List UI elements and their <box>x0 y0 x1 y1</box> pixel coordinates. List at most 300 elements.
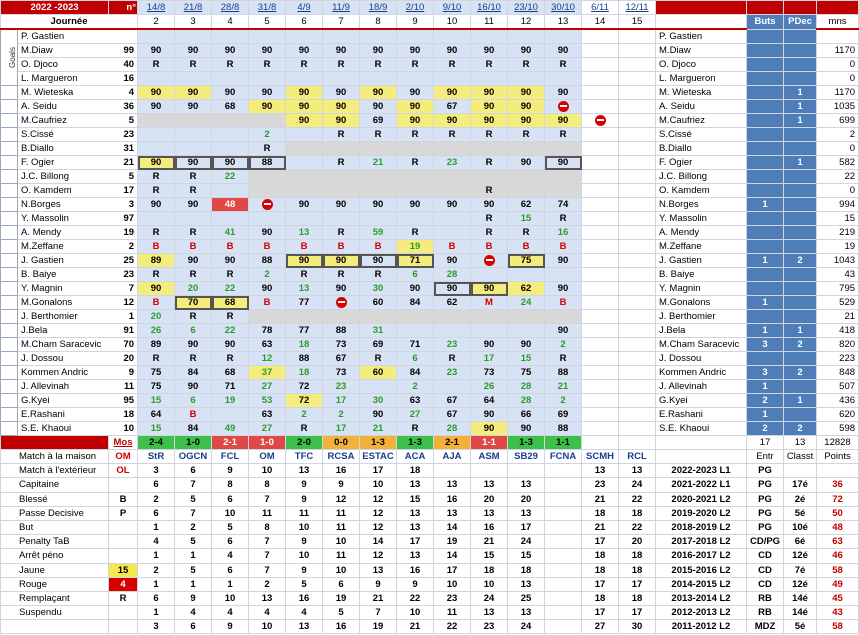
minutes-cell[interactable]: B <box>508 240 545 254</box>
minutes-cell[interactable] <box>619 156 656 170</box>
minutes-cell[interactable] <box>286 170 323 184</box>
minutes-cell[interactable]: R <box>212 58 249 72</box>
minutes-cell[interactable]: R <box>138 226 175 240</box>
minutes-cell[interactable]: R <box>323 268 360 282</box>
minutes-cell[interactable]: 23 <box>323 380 360 394</box>
minutes-cell[interactable] <box>508 29 545 44</box>
minutes-cell[interactable] <box>619 44 656 58</box>
player-name[interactable]: Y. Massolin <box>18 212 109 226</box>
minutes-cell[interactable]: R <box>212 268 249 282</box>
minutes-cell[interactable] <box>286 128 323 142</box>
minutes-cell[interactable] <box>619 142 656 156</box>
minutes-cell[interactable]: B <box>323 240 360 254</box>
minutes-cell[interactable]: B <box>175 240 212 254</box>
minutes-cell[interactable] <box>582 380 619 394</box>
minutes-cell[interactable] <box>508 324 545 338</box>
minutes-cell[interactable] <box>323 212 360 226</box>
minutes-cell[interactable] <box>619 128 656 142</box>
minutes-cell[interactable] <box>138 72 175 86</box>
minutes-cell[interactable] <box>360 170 397 184</box>
minutes-cell[interactable] <box>582 170 619 184</box>
match-score[interactable]: 2-0 <box>286 436 323 450</box>
minutes-cell[interactable] <box>471 72 508 86</box>
minutes-cell[interactable]: B <box>175 408 212 422</box>
minutes-cell[interactable] <box>582 352 619 366</box>
minutes-cell[interactable] <box>545 100 582 114</box>
match-date[interactable]: 30/10 <box>545 1 582 15</box>
minutes-cell[interactable]: 90 <box>434 254 471 268</box>
minutes-cell[interactable]: R <box>545 128 582 142</box>
minutes-cell[interactable] <box>434 380 471 394</box>
minutes-cell[interactable] <box>582 338 619 352</box>
minutes-cell[interactable]: R <box>397 226 434 240</box>
minutes-cell[interactable]: 90 <box>175 100 212 114</box>
minutes-cell[interactable] <box>175 29 212 44</box>
player-name[interactable]: M.Diaw <box>18 44 109 58</box>
minutes-cell[interactable] <box>323 142 360 156</box>
minutes-cell[interactable] <box>582 100 619 114</box>
minutes-cell[interactable] <box>323 72 360 86</box>
match-score[interactable]: 2-1 <box>434 436 471 450</box>
minutes-cell[interactable]: 6 <box>397 352 434 366</box>
minutes-cell[interactable]: 90 <box>286 86 323 100</box>
minutes-cell[interactable] <box>545 310 582 324</box>
minutes-cell[interactable]: B <box>286 240 323 254</box>
minutes-cell[interactable]: R <box>175 268 212 282</box>
minutes-cell[interactable] <box>360 142 397 156</box>
opponent-label[interactable]: ACA <box>397 450 434 464</box>
minutes-cell[interactable]: B <box>212 240 249 254</box>
minutes-cell[interactable]: 69 <box>360 338 397 352</box>
minutes-cell[interactable]: 88 <box>249 254 286 268</box>
minutes-cell[interactable] <box>138 142 175 156</box>
minutes-cell[interactable]: 23 <box>434 338 471 352</box>
minutes-cell[interactable] <box>619 310 656 324</box>
minutes-cell[interactable]: R <box>175 226 212 240</box>
minutes-cell[interactable]: 17 <box>471 352 508 366</box>
minutes-cell[interactable]: R <box>545 58 582 72</box>
player-name[interactable]: G.Kyei <box>18 394 109 408</box>
minutes-cell[interactable]: 90 <box>249 226 286 240</box>
minutes-cell[interactable] <box>397 324 434 338</box>
minutes-cell[interactable] <box>508 310 545 324</box>
minutes-cell[interactable] <box>582 310 619 324</box>
minutes-cell[interactable]: 90 <box>508 100 545 114</box>
minutes-cell[interactable]: B <box>545 296 582 310</box>
minutes-cell[interactable]: 90 <box>286 100 323 114</box>
minutes-cell[interactable]: 90 <box>434 44 471 58</box>
player-name[interactable]: A. Mendy <box>18 226 109 240</box>
minutes-cell[interactable]: R <box>175 184 212 198</box>
minutes-cell[interactable] <box>582 422 619 436</box>
minutes-cell[interactable] <box>619 212 656 226</box>
minutes-cell[interactable] <box>582 44 619 58</box>
minutes-cell[interactable]: 67 <box>434 408 471 422</box>
player-name[interactable]: L. Margueron <box>18 72 109 86</box>
minutes-cell[interactable]: M <box>471 296 508 310</box>
minutes-cell[interactable]: 26 <box>471 380 508 394</box>
match-score[interactable]: 1-0 <box>249 436 286 450</box>
minutes-cell[interactable]: 2 <box>286 408 323 422</box>
minutes-cell[interactable] <box>619 422 656 436</box>
minutes-cell[interactable]: R <box>434 352 471 366</box>
match-date[interactable]: 4/9 <box>286 1 323 15</box>
minutes-cell[interactable]: 90 <box>545 86 582 100</box>
minutes-cell[interactable]: 48 <box>212 198 249 212</box>
minutes-cell[interactable]: 27 <box>249 422 286 436</box>
minutes-cell[interactable] <box>471 254 508 268</box>
minutes-cell[interactable]: 18 <box>286 338 323 352</box>
minutes-cell[interactable] <box>175 72 212 86</box>
player-name[interactable]: S.Cissé <box>18 128 109 142</box>
minutes-cell[interactable] <box>582 128 619 142</box>
minutes-cell[interactable]: 73 <box>323 338 360 352</box>
minutes-cell[interactable] <box>619 184 656 198</box>
minutes-cell[interactable]: R <box>471 58 508 72</box>
minutes-cell[interactable]: 90 <box>212 44 249 58</box>
minutes-cell[interactable]: 88 <box>286 352 323 366</box>
minutes-cell[interactable] <box>397 142 434 156</box>
minutes-cell[interactable] <box>138 114 175 128</box>
minutes-cell[interactable]: 71 <box>397 338 434 352</box>
minutes-cell[interactable]: 62 <box>508 282 545 296</box>
minutes-cell[interactable]: 90 <box>508 44 545 58</box>
minutes-cell[interactable]: 90 <box>323 86 360 100</box>
minutes-cell[interactable]: 64 <box>138 408 175 422</box>
minutes-cell[interactable] <box>619 29 656 44</box>
minutes-cell[interactable]: R <box>175 352 212 366</box>
match-date[interactable]: 6/11 <box>582 1 619 15</box>
minutes-cell[interactable]: 90 <box>175 86 212 100</box>
minutes-cell[interactable]: 90 <box>545 156 582 170</box>
minutes-cell[interactable]: R <box>545 352 582 366</box>
player-name[interactable]: J. Berthomier <box>18 310 109 324</box>
minutes-cell[interactable]: 90 <box>508 114 545 128</box>
minutes-cell[interactable] <box>508 72 545 86</box>
minutes-cell[interactable]: 30 <box>360 394 397 408</box>
minutes-cell[interactable]: 62 <box>508 198 545 212</box>
minutes-cell[interactable]: 90 <box>323 100 360 114</box>
minutes-cell[interactable]: 90 <box>508 156 545 170</box>
minutes-cell[interactable] <box>249 29 286 44</box>
minutes-cell[interactable] <box>249 212 286 226</box>
minutes-cell[interactable] <box>582 408 619 422</box>
minutes-cell[interactable] <box>175 114 212 128</box>
minutes-cell[interactable] <box>582 324 619 338</box>
minutes-cell[interactable] <box>619 268 656 282</box>
minutes-cell[interactable]: 63 <box>397 394 434 408</box>
minutes-cell[interactable]: 69 <box>360 114 397 128</box>
player-name[interactable]: M.Caufriez <box>18 114 109 128</box>
match-date[interactable]: 11/9 <box>323 1 360 15</box>
minutes-cell[interactable]: 90 <box>397 282 434 296</box>
opponent-label[interactable]: FCNA <box>545 450 582 464</box>
minutes-cell[interactable]: 28 <box>434 422 471 436</box>
minutes-cell[interactable]: 90 <box>397 198 434 212</box>
player-name[interactable]: A. Seidu <box>18 100 109 114</box>
minutes-cell[interactable]: 69 <box>545 408 582 422</box>
minutes-cell[interactable] <box>582 268 619 282</box>
minutes-cell[interactable] <box>286 156 323 170</box>
minutes-cell[interactable]: 68 <box>212 366 249 380</box>
minutes-cell[interactable]: R <box>286 58 323 72</box>
match-score[interactable]: 1-1 <box>471 436 508 450</box>
minutes-cell[interactable]: 75 <box>138 380 175 394</box>
minutes-cell[interactable] <box>397 212 434 226</box>
minutes-cell[interactable] <box>286 142 323 156</box>
minutes-cell[interactable]: R <box>323 128 360 142</box>
minutes-cell[interactable]: 75 <box>138 366 175 380</box>
player-name[interactable]: O. Djoco <box>18 58 109 72</box>
minutes-cell[interactable] <box>323 170 360 184</box>
minutes-cell[interactable] <box>619 114 656 128</box>
minutes-cell[interactable]: 90 <box>323 44 360 58</box>
minutes-cell[interactable]: 90 <box>323 282 360 296</box>
minutes-cell[interactable] <box>619 380 656 394</box>
minutes-cell[interactable]: B <box>249 240 286 254</box>
minutes-cell[interactable] <box>508 170 545 184</box>
minutes-cell[interactable] <box>471 310 508 324</box>
minutes-cell[interactable]: R <box>323 58 360 72</box>
minutes-cell[interactable]: 77 <box>286 296 323 310</box>
minutes-cell[interactable] <box>249 184 286 198</box>
minutes-cell[interactable] <box>619 240 656 254</box>
minutes-cell[interactable]: 68 <box>212 100 249 114</box>
minutes-cell[interactable]: 84 <box>397 366 434 380</box>
minutes-cell[interactable]: 72 <box>286 380 323 394</box>
minutes-cell[interactable]: 88 <box>545 366 582 380</box>
minutes-cell[interactable]: R <box>545 212 582 226</box>
minutes-cell[interactable] <box>545 142 582 156</box>
minutes-cell[interactable]: 90 <box>175 198 212 212</box>
minutes-cell[interactable] <box>582 240 619 254</box>
minutes-cell[interactable]: B <box>138 296 175 310</box>
minutes-cell[interactable]: 90 <box>471 338 508 352</box>
minutes-cell[interactable] <box>619 198 656 212</box>
minutes-cell[interactable] <box>212 408 249 422</box>
minutes-cell[interactable] <box>434 142 471 156</box>
match-date[interactable]: 14/8 <box>138 1 175 15</box>
minutes-cell[interactable]: R <box>175 170 212 184</box>
match-date[interactable]: 9/10 <box>434 1 471 15</box>
minutes-cell[interactable]: 18 <box>286 366 323 380</box>
minutes-cell[interactable]: 21 <box>360 156 397 170</box>
minutes-cell[interactable] <box>619 366 656 380</box>
minutes-cell[interactable] <box>434 72 471 86</box>
minutes-cell[interactable]: 90 <box>323 114 360 128</box>
minutes-cell[interactable]: 90 <box>434 282 471 296</box>
minutes-cell[interactable] <box>360 184 397 198</box>
minutes-cell[interactable]: 53 <box>249 394 286 408</box>
minutes-cell[interactable] <box>397 29 434 44</box>
opponent-label[interactable]: OGCN <box>175 450 212 464</box>
minutes-cell[interactable]: 90 <box>360 254 397 268</box>
minutes-cell[interactable]: R <box>323 156 360 170</box>
minutes-cell[interactable] <box>249 170 286 184</box>
minutes-cell[interactable]: 2 <box>249 268 286 282</box>
minutes-cell[interactable] <box>397 72 434 86</box>
minutes-cell[interactable]: 75 <box>508 366 545 380</box>
minutes-cell[interactable]: 19 <box>397 240 434 254</box>
minutes-cell[interactable] <box>582 198 619 212</box>
player-name[interactable]: J.C. Billong <box>18 170 109 184</box>
minutes-cell[interactable] <box>619 338 656 352</box>
minutes-cell[interactable]: 2 <box>397 380 434 394</box>
minutes-cell[interactable]: 22 <box>212 324 249 338</box>
minutes-cell[interactable]: R <box>471 156 508 170</box>
minutes-cell[interactable]: 77 <box>286 324 323 338</box>
minutes-cell[interactable]: 90 <box>249 100 286 114</box>
minutes-cell[interactable]: 89 <box>138 338 175 352</box>
minutes-cell[interactable] <box>175 142 212 156</box>
minutes-cell[interactable]: 28 <box>434 268 471 282</box>
minutes-cell[interactable]: 90 <box>249 282 286 296</box>
minutes-cell[interactable]: R <box>471 128 508 142</box>
match-score[interactable]: 0-0 <box>323 436 360 450</box>
minutes-cell[interactable]: R <box>175 310 212 324</box>
minutes-cell[interactable]: 88 <box>323 324 360 338</box>
player-name[interactable]: J. Dossou <box>18 352 109 366</box>
minutes-cell[interactable] <box>249 72 286 86</box>
minutes-cell[interactable]: 22 <box>212 282 249 296</box>
minutes-cell[interactable] <box>619 86 656 100</box>
minutes-cell[interactable] <box>619 282 656 296</box>
minutes-cell[interactable] <box>360 380 397 394</box>
minutes-cell[interactable]: 59 <box>360 226 397 240</box>
minutes-cell[interactable]: 90 <box>545 254 582 268</box>
player-name[interactable]: M.Cham Saracevic <box>18 338 109 352</box>
player-name[interactable]: P. Gastien <box>18 29 109 44</box>
minutes-cell[interactable]: 2 <box>323 408 360 422</box>
minutes-cell[interactable]: 70 <box>175 296 212 310</box>
minutes-cell[interactable] <box>582 226 619 240</box>
minutes-cell[interactable] <box>397 310 434 324</box>
opponent-label[interactable]: ASM <box>471 450 508 464</box>
minutes-cell[interactable] <box>545 184 582 198</box>
minutes-cell[interactable]: 90 <box>508 338 545 352</box>
minutes-cell[interactable]: 2 <box>249 128 286 142</box>
minutes-cell[interactable]: 90 <box>360 44 397 58</box>
opponent-label[interactable]: OM <box>249 450 286 464</box>
minutes-cell[interactable] <box>212 212 249 226</box>
minutes-cell[interactable] <box>434 184 471 198</box>
minutes-cell[interactable]: 90 <box>286 114 323 128</box>
match-score[interactable]: 1-0 <box>175 436 212 450</box>
minutes-cell[interactable]: 90 <box>138 282 175 296</box>
minutes-cell[interactable] <box>582 296 619 310</box>
minutes-cell[interactable]: 90 <box>471 408 508 422</box>
minutes-cell[interactable] <box>360 310 397 324</box>
minutes-cell[interactable]: R <box>434 58 471 72</box>
minutes-cell[interactable]: B <box>249 296 286 310</box>
minutes-cell[interactable] <box>286 72 323 86</box>
minutes-cell[interactable]: 17 <box>323 394 360 408</box>
minutes-cell[interactable] <box>619 324 656 338</box>
minutes-cell[interactable]: 15 <box>138 422 175 436</box>
minutes-cell[interactable]: 23 <box>434 156 471 170</box>
minutes-cell[interactable]: 60 <box>360 296 397 310</box>
minutes-cell[interactable]: 13 <box>286 282 323 296</box>
minutes-cell[interactable]: 73 <box>323 366 360 380</box>
player-name[interactable]: M.Gonalons <box>18 296 109 310</box>
match-score[interactable]: 1-3 <box>360 436 397 450</box>
minutes-cell[interactable]: B <box>545 240 582 254</box>
minutes-cell[interactable] <box>619 254 656 268</box>
minutes-cell[interactable] <box>212 29 249 44</box>
minutes-cell[interactable]: 23 <box>434 366 471 380</box>
minutes-cell[interactable]: R <box>212 352 249 366</box>
minutes-cell[interactable]: R <box>138 184 175 198</box>
minutes-cell[interactable] <box>286 212 323 226</box>
minutes-cell[interactable] <box>323 184 360 198</box>
minutes-cell[interactable]: R <box>360 268 397 282</box>
minutes-cell[interactable]: 90 <box>397 100 434 114</box>
minutes-cell[interactable] <box>582 114 619 128</box>
minutes-cell[interactable] <box>212 184 249 198</box>
minutes-cell[interactable]: 90 <box>360 100 397 114</box>
minutes-cell[interactable] <box>434 324 471 338</box>
minutes-cell[interactable]: R <box>360 352 397 366</box>
minutes-cell[interactable] <box>582 394 619 408</box>
minutes-cell[interactable]: R <box>471 212 508 226</box>
minutes-cell[interactable]: 90 <box>471 282 508 296</box>
minutes-cell[interactable] <box>397 170 434 184</box>
minutes-cell[interactable]: 90 <box>212 338 249 352</box>
minutes-cell[interactable]: 27 <box>397 408 434 422</box>
minutes-cell[interactable]: 67 <box>434 394 471 408</box>
minutes-cell[interactable]: 27 <box>249 380 286 394</box>
minutes-cell[interactable] <box>619 72 656 86</box>
minutes-cell[interactable]: 90 <box>360 86 397 100</box>
minutes-cell[interactable] <box>582 254 619 268</box>
minutes-cell[interactable] <box>471 29 508 44</box>
opponent-label[interactable]: TFC <box>286 450 323 464</box>
minutes-cell[interactable]: 49 <box>212 422 249 436</box>
minutes-cell[interactable]: R <box>249 58 286 72</box>
minutes-cell[interactable]: 90 <box>471 198 508 212</box>
minutes-cell[interactable]: 90 <box>397 86 434 100</box>
minutes-cell[interactable]: 88 <box>545 422 582 436</box>
minutes-cell[interactable]: 90 <box>212 254 249 268</box>
minutes-cell[interactable]: R <box>397 128 434 142</box>
minutes-cell[interactable] <box>138 128 175 142</box>
minutes-cell[interactable]: 68 <box>212 296 249 310</box>
minutes-cell[interactable] <box>360 212 397 226</box>
minutes-cell[interactable] <box>471 142 508 156</box>
minutes-cell[interactable]: 90 <box>397 44 434 58</box>
minutes-cell[interactable] <box>434 226 471 240</box>
minutes-cell[interactable]: 90 <box>175 44 212 58</box>
minutes-cell[interactable] <box>434 212 471 226</box>
minutes-cell[interactable]: 72 <box>286 394 323 408</box>
minutes-cell[interactable]: 28 <box>508 394 545 408</box>
minutes-cell[interactable]: 16 <box>545 226 582 240</box>
minutes-cell[interactable] <box>545 268 582 282</box>
minutes-cell[interactable]: 13 <box>286 226 323 240</box>
minutes-cell[interactable]: 90 <box>286 44 323 58</box>
minutes-cell[interactable] <box>286 310 323 324</box>
minutes-cell[interactable]: 90 <box>212 86 249 100</box>
minutes-cell[interactable]: R <box>175 58 212 72</box>
minutes-cell[interactable] <box>582 184 619 198</box>
minutes-cell[interactable]: 78 <box>249 324 286 338</box>
minutes-cell[interactable]: 90 <box>545 324 582 338</box>
player-name[interactable]: N.Borges <box>18 198 109 212</box>
minutes-cell[interactable] <box>323 310 360 324</box>
minutes-cell[interactable] <box>508 268 545 282</box>
minutes-cell[interactable]: R <box>286 268 323 282</box>
minutes-cell[interactable]: 90 <box>360 198 397 212</box>
